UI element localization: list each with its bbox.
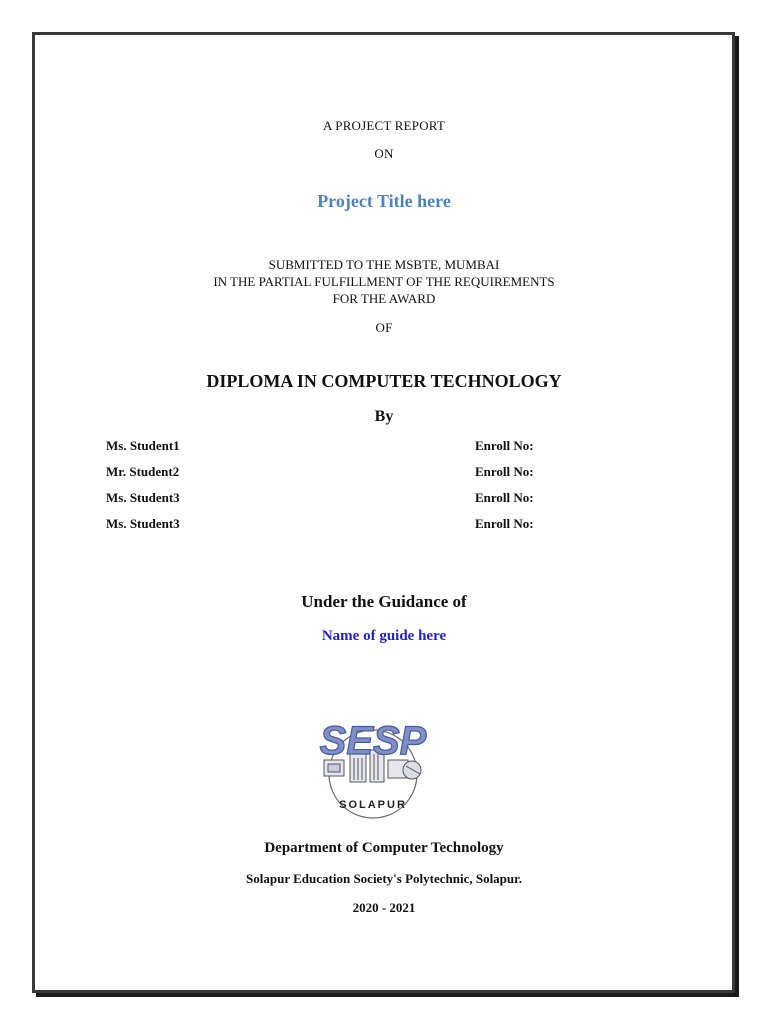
institution-logo	[290, 708, 456, 820]
student-name: Ms. Student3	[106, 490, 180, 505]
guidance-label: Under the Guidance of	[301, 592, 467, 611]
academic-year: 2020 - 2021	[352, 900, 416, 915]
student-name: Ms. Student1	[106, 438, 180, 453]
student-row	[106, 490, 586, 516]
of-label: OF	[375, 320, 393, 335]
student-list	[106, 438, 586, 542]
student-enroll: Enroll No:	[475, 464, 534, 479]
guide-name: Name of guide here	[321, 628, 447, 644]
project-title: Project Title here	[317, 191, 451, 211]
report-label: A PROJECT REPORT	[322, 118, 446, 133]
student-row	[106, 516, 586, 542]
on-label: ON	[374, 146, 394, 161]
college-name: Solapur Education Society's Polytechnic, Solapur.	[246, 871, 522, 886]
logo-city: SOLAPUR	[339, 799, 407, 811]
submitted-line-1: SUBMITTED TO THE MSBTE, MUMBAI	[268, 257, 500, 272]
by-label: By	[374, 408, 394, 425]
student-row	[106, 464, 586, 490]
student-name: Mr. Student2	[106, 464, 180, 479]
student-name: Ms. Student3	[106, 516, 180, 531]
diploma-heading: DIPLOMA IN COMPUTER TECHNOLOGY	[206, 371, 562, 391]
department-name: Department of Computer Technology	[264, 840, 504, 856]
logo-wordmark: SESP	[319, 719, 427, 763]
student-enroll: Enroll No:	[475, 490, 534, 505]
student-enroll: Enroll No:	[475, 516, 534, 531]
submitted-line-2: IN THE PARTIAL FULFILLMENT OF THE REQUIREMENTS	[213, 274, 555, 289]
submitted-line-3: FOR THE AWARD	[332, 291, 436, 306]
student-enroll: Enroll No:	[475, 438, 534, 453]
submission-statement	[0, 256, 768, 307]
student-row	[106, 438, 586, 464]
sesp-logo-icon	[290, 708, 456, 820]
